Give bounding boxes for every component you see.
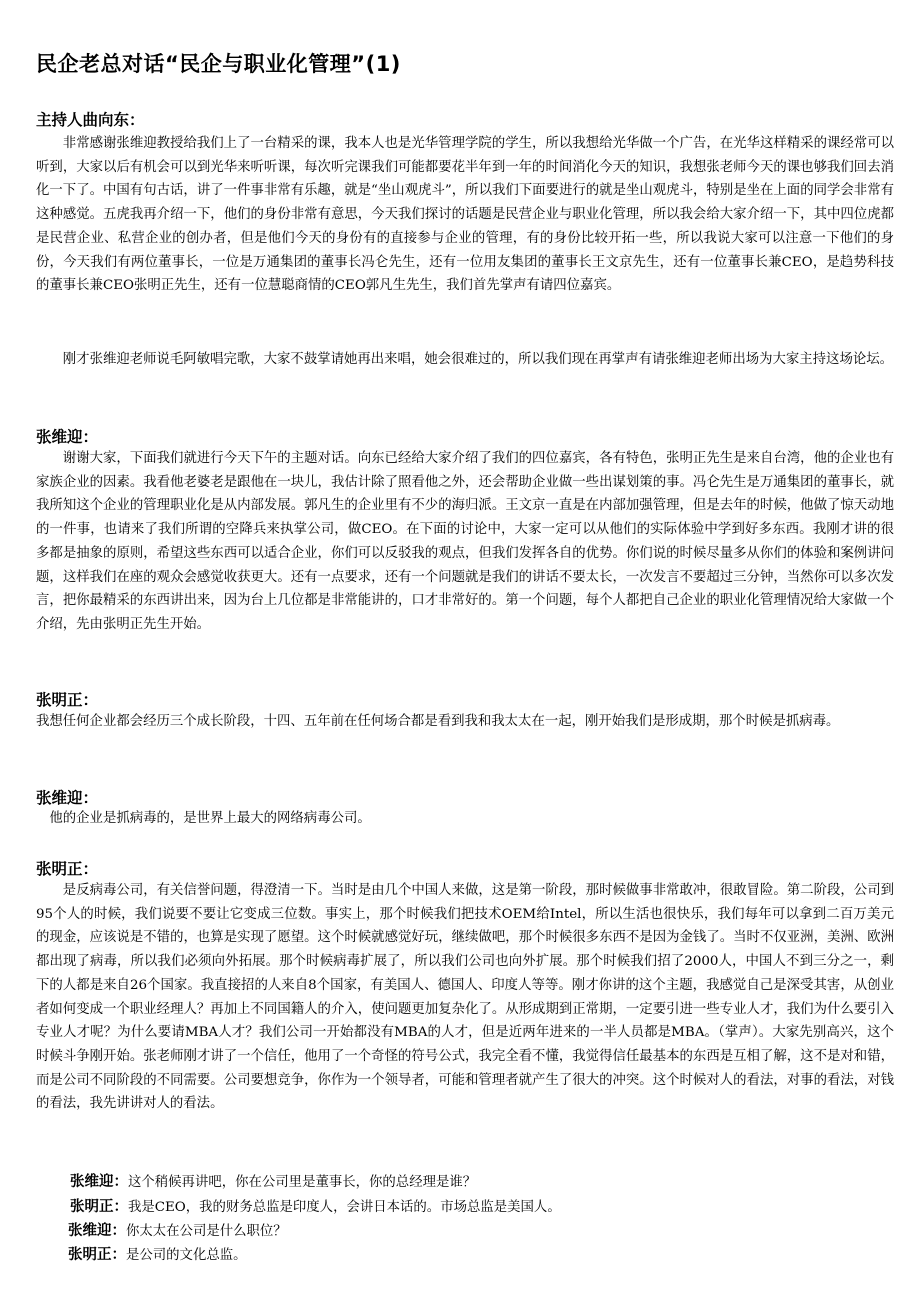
dialogue-speaker: 张维迎：: [68, 1223, 126, 1239]
dialogue-line: [68, 1219, 287, 1240]
speaker-zhang-mingzheng: 张明正：: [36, 860, 99, 878]
speaker-zhang-mingzheng: 张明正：: [36, 691, 99, 709]
dialogue-text: 是公司的文化总监。: [126, 1248, 247, 1263]
dialogue-speaker: 张维迎：: [70, 1174, 128, 1190]
dialogue-line: [70, 1195, 561, 1216]
dialogue-text: 我是CEO，我的财务总监是印度人，会讲日本话的。市场总监是美国人。: [128, 1200, 561, 1215]
document-title: 民企老总对话“民企与职业化管理”(1): [36, 52, 401, 76]
dialogue-text: 你太太在公司是什么职位？: [126, 1224, 287, 1239]
paragraph-zhang-mingzheng-2: 是反病毒公司，有关信誉问题，得澄清一下。当时是由几个中国人来做，这是第一阶段，那时候做事非常敢冲，很敢冒险。第二阶段，公司到95个人的时候，我们说要不要让它变成三位数。事实上，那个时候我们把技术OEM给Intel，所以生活也很快乐，我们每年可以拿到二百万美元的现金，应该说是不错的，也算是实现了愿望。这个时候就感觉好玩，继续做吧，那个时候很多东西不是因为金钱了。当时不仅亚洲，美洲、欧洲都出现了病毒，所以我们必须向外拓展。那个时候病毒扩展了，所以我们公司也向外扩展。那个时候我们招了2000人，中国人不到三分之一，剩下的人都是来自26个国家。我直接招的人来自8个国家，有美国人、德国人、印度人等等。刚才你讲的这个主题，我感觉自己是深受其害，从创业者如何变成一个职业经理人？再加上不同国籍人的介入，使问题更加复杂化了。从形成期到正常期，一定要引进一些专业人才，我们为什么要引入专业人才呢？为什么要请MBA人才？我们公司一开始都没有MBA的人才，但是近两年进来的一半人员都是MBA。（掌声）。大家先别高兴，这个时候斗争刚开始。张老师刚才讲了一个信任，他用了一个奇怪的符号公式，我完全看不懂，我觉得信任最基本的东西是互相了解，这不是对和错，而是公司不同阶段的不同需要。公司要想竞争，你作为一个领导者，可能和管理者就产生了很大的冲突。这个时候对人的看法，对事的看法，对钱的看法，我先讲讲对人的看法。: [36, 883, 894, 1112]
paragraph-zhang-weiying-1: 谢谢大家，下面我们就进行今天下午的主题对话。向东已经给大家介绍了我们的四位嘉宾，各有特色，张明正先生是来自台湾，他的企业也有家族企业的因素。我看他老婆老是跟他在一块儿，我估计除了照看他之外，还会帮助企业做一些出谋划策的事。冯仑先生是万通集团的董事长，就我所知这个企业的管理职业化是从内部发展。郭凡生的企业里有不少的海归派。王文京一直是在内部加强管理，但是去年的时候，他做了惊天动地的一件事，也请来了我们所谓的空降兵来执掌公司，做CEO。在下面的讨论中，大家一定可以从他们的实际体验中学到好多东西。我刚才讲的很多都是抽象的原则，希望这些东西可以适合企业，你们可以反驳我的观点，但我们发挥各自的优势。你们说的时候尽量多从你们的体验和案例讲问题，这样我们在座的观众会感觉收获更大。还有一点要求，还有一个问题就是我们的讲话不要太长，一次发言不要超过三分钟，当然你可以多次发言，把你最精采的东西讲出来，因为台上几位都是非常能讲的，口才非常好的。第一个问题，每个人都把自己企业的职业化管理情况给大家做一个介绍，先由张明正先生开始。: [36, 451, 894, 632]
dialogue-speaker: 张明正：: [70, 1199, 128, 1215]
speaker-zhang-weiying: 张维迎：: [36, 789, 99, 807]
dialogue-line: [70, 1170, 476, 1191]
speaker-host: 主持人曲向东：: [36, 111, 145, 129]
dialogue-text: 这个稍候再讲吧，你在公司里是董事长，你的总经理是谁？: [128, 1175, 477, 1190]
paragraph-zhang-weiying-2: 他的企业是抓病毒的，是世界上最大的网络病毒公司。: [49, 811, 371, 826]
speaker-zhang-weiying: 张维迎：: [36, 428, 99, 446]
paragraph-host-2: 刚才张维迎老师说毛阿敏唱完歌，大家不鼓掌请她再出来唱，她会很难过的，所以我们现在再掌声有请张维迎老师出场为大家主持这场论坛。: [62, 352, 894, 367]
dialogue-line: [68, 1243, 247, 1264]
dialogue-speaker: 张明正：: [68, 1247, 126, 1263]
paragraph-zhang-mingzheng-1: 我想任何企业都会经历三个成长阶段，十四、五年前在任何场合都是看到我和我太太在一起，刚开始我们是形成期，那个时候是抓病毒。: [36, 714, 840, 729]
paragraph-host-1: 非常感谢张维迎教授给我们上了一台精采的课，我本人也是光华管理学院的学生，所以我想给光华做一个广告，在光华这样精采的课经常可以听到，大家以后有机会可以到光华来听听课，每次听完课我们可能都要花半年到一年的时间消化今天的知识，我想张老师今天的课也够我们回去消化一下了。中国有句古话，讲了一件事非常有乐趣，就是“坐山观虎斗”，所以我们下面要进行的就是坐山观虎斗，特别是坐在上面的同学会非常有这种感觉。五虎我再介绍一下，他们的身份非常有意思，今天我们探讨的话题是民营企业与职业化管理，所以我会给大家介绍一下，其中四位虎都是民营企业、私营企业的创办者，但是他们今天的身份有的直接参与企业的管理，有的身份比较开拓一些，所以我说大家可以注意一下他们的身份，今天我们有两位董事长，一位是万通集团的董事长冯仑先生，还有一位用友集团的董事长王文京先生，还有一位董事长兼CEO，是趋势科技的董事长兼CEO张明正先生，还有一位慧聪商情的CEO郭凡生先生，我们首先掌声有请四位嘉宾。: [36, 136, 894, 294]
